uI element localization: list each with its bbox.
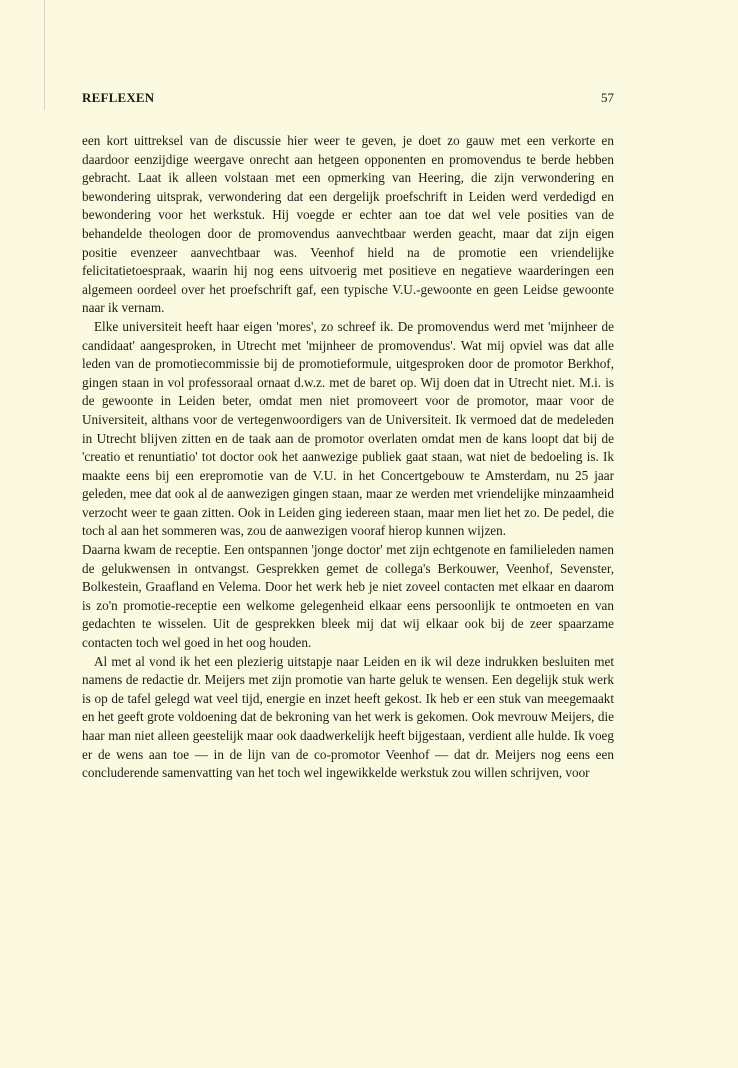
paragraph-1: een kort uittreksel van de discussie hier weer te geven, je doet zo gauw met een verkorte en daardoor eenzijdige weergave onrecht aan hetgeen opponenten en promovendus te berde hebben gebracht. Laat ik alleen volstaan met een opmerking van Heering, die zijn verwondering en bewondering uitsprak, verwondering dat een dergelijk proefschrift in Leiden werd verdedigd en bewondering voor het werkstuk. Hij voegde er echter aan toe dat wel vele posities van de behandelde theologen door de promovendus aanvechtbaar werden geacht, maar dat zijn eigen positie evenzeer aanvechtbaar was. Veenhof hield na de promotie een vriendelijke felicitatietoespraak, waarin hij nog eens uitvoerig met positieve en negatieve waarderingen een algemeen oordeel over het proefschrift gaf, een typische V.U.-gewoonte en geen Leidse gewoonte naar ik vernam. xyxy=(82,133,614,316)
body-text xyxy=(82,132,614,783)
paragraph-3: Daarna kwam de receptie. Een ontspannen 'jonge doctor' met zijn echtgenote en familieleden namen de gelukwensen in ontvangst. Gesprekken gemet de collega's Berkouwer, Veenhof, Sevenster, Bolkestein, Graafland en Velema. Door het werk heb je niet zoveel contacten met elkaar en daarom is zo'n promotie-receptie een welkome gelegenheid elkaar eens persoonlijk te ontmoeten en van gedachten te wisselen. Uit de gesprekken bleek mij dat wij elkaar ook bij de zeer spaarzame contacten toch wel goed in het oog houden. xyxy=(82,542,614,651)
running-head: REFLEXEN xyxy=(82,90,155,105)
page-fold-shadow xyxy=(44,0,45,110)
page-number: 57 xyxy=(601,90,614,105)
paragraph-4: Al met al vond ik het een plezierig uitstapje naar Leiden en ik wil deze indrukken besluiten met namens de redactie dr. Meijers met zijn promotie van harte geluk te wensen. Een degelijk stuk werk is op de tafel gelegd wat veel tijd, energie en inzet heeft gekost. Ik heb er een stuk van meegemaakt en het geeft grote voldoening dat de bekroning van het werk is gekomen. Ook mevrouw Meijers, die haar man niet alleen geestelijk maar ook daadwerkelijk heeft bijgestaan, verdient alle hulde. Ik voeg er de wens aan toe — in de lijn van de co-promotor Veenhof — dat dr. Meijers nog eens een concluderende samenvatting van het toch wel ingewikkelde werkstuk zou willen schrijven, voor xyxy=(82,653,614,781)
paragraph-2: Elke universiteit heeft haar eigen 'mores', zo schreef ik. De promovendus werd met 'mijnheer de candidaat' aangesproken, in Utrecht met 'mijnheer de promovendus'. Wat mij opviel was dat alle leden van de promotiecommissie bij de promotieformule, uitgesproken door de promotor Berkhof, gingen staan in vol professoraal ornaat d.w.z. met de baret op. Wij doen dat in Utrecht niet. M.i. is de gewoonte in Leiden beter, omdat men niet promoveert voor de promotor, maar voor de Universiteit, althans voor de vertegenwoordigers van de Universiteit. Ik vermoed dat de medeleden in Utrecht blijven zitten en de taak aan de promotor overlaten omdat men de kans loopt dat bij de 'creatio et renuntiatio' tot doctor ook het aanwezige publiek gaat staan, wat niet de bedoeling is. Ik maakte eens bij een erepromotie van de V.U. in het Concertgebouw te Amsterdam, nu 25 jaar geleden, mee dat ook al de aanwezigen gingen staan, maar ze werden met vriendelijke minzaamheid verzocht weer te gaan zitten. Ook in Leiden ging iedereen staan, maar men liet het zo. De pedel, die toch al aan het sommeren was, zou de aanwezigen vooraf hierop kunnen wijzen. xyxy=(82,318,614,539)
page-header xyxy=(82,90,614,110)
